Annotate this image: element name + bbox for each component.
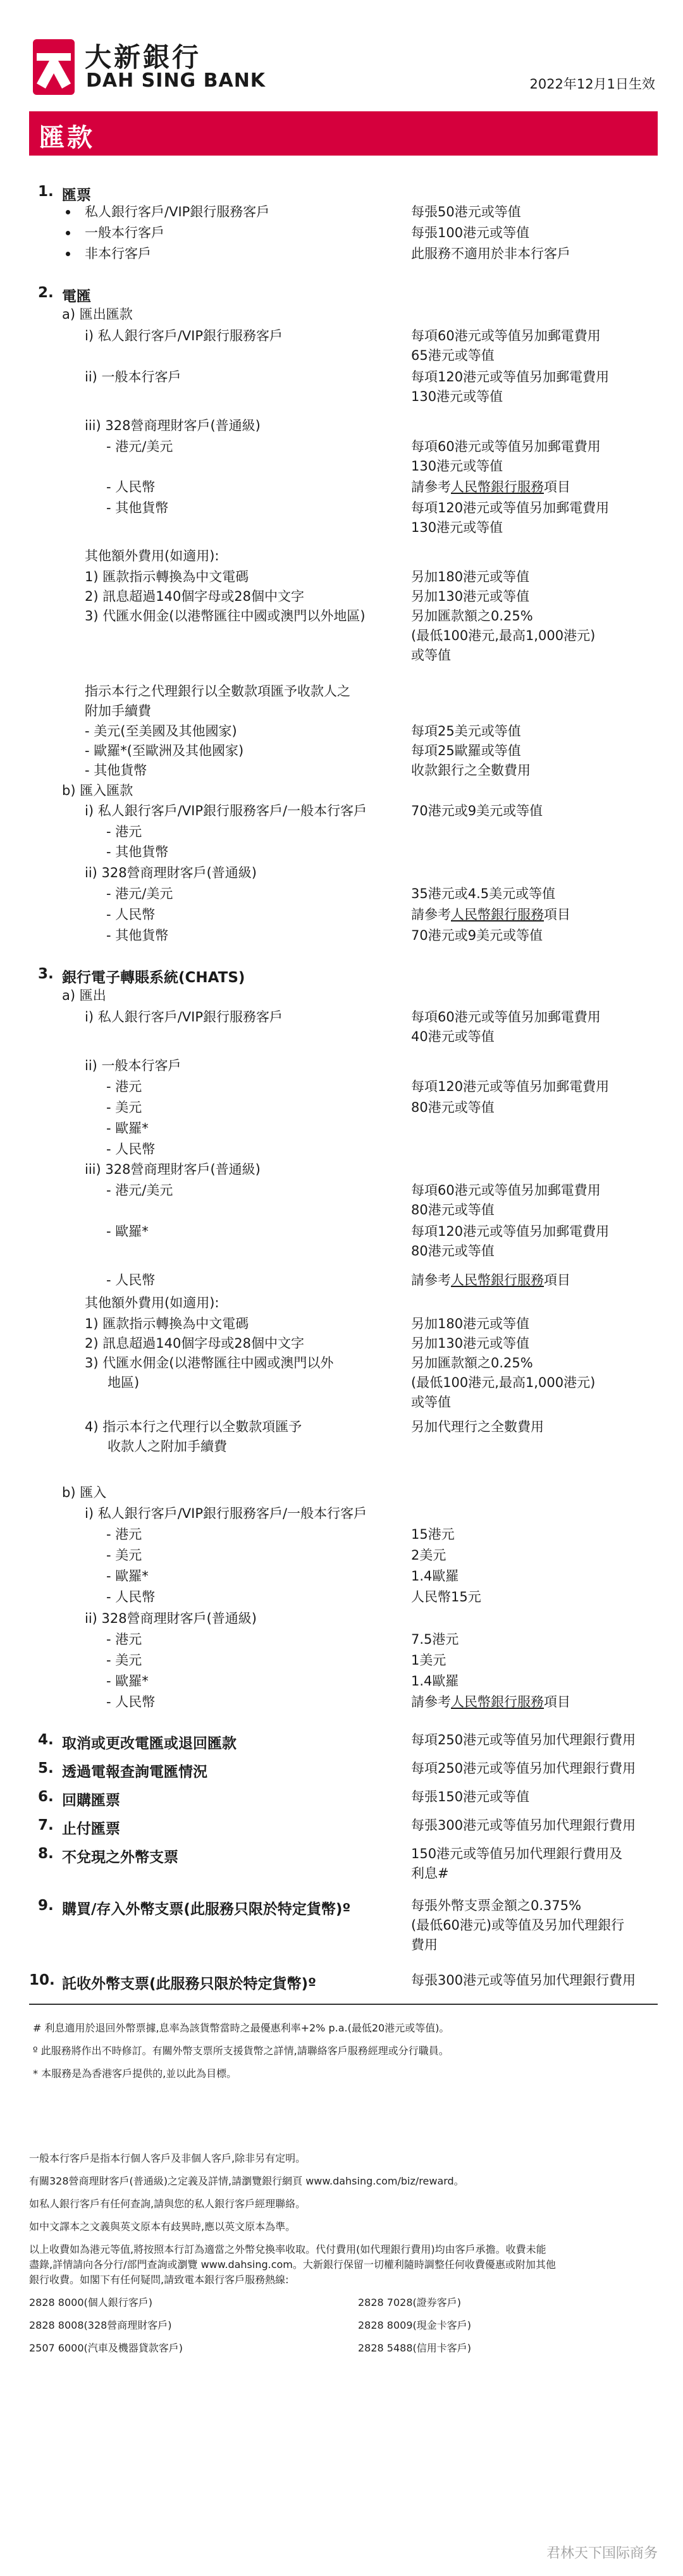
- fee-text: i) 私人銀行客戶/VIP銀行服務客戶: [85, 328, 283, 343]
- fee-text: 收款人之附加手續費: [108, 1439, 227, 1454]
- fee-text: 每項25歐羅或等值: [411, 743, 521, 758]
- fee-text: 每項250港元或等值另加代理銀行費用: [411, 1761, 636, 1776]
- bank-name-en: DAH SING BANK: [86, 70, 266, 92]
- fee-text: - 其他貨幣: [106, 500, 169, 515]
- footnote-text: 2507 6000(汽車及機器貸款客戶): [29, 2342, 183, 2354]
- footnote-text: 2828 8008(328營商理財客戶): [29, 2319, 172, 2331]
- fee-text: 每張300港元或等值另加代理銀行費用: [411, 1973, 636, 1988]
- fee-text: - 人民幣: [106, 1142, 156, 1157]
- fee-text: 指示本行之代理銀行以全數款項匯予收款人之: [85, 684, 350, 699]
- fee-text: - 港元: [106, 1079, 142, 1094]
- section-heading: 9.: [38, 1897, 54, 1914]
- fee-text: 3) 代匯水佣金(以港幣匯往中國或澳門以外: [85, 1355, 334, 1371]
- fee-text: 1) 匯款指示轉換為中文電碼: [85, 569, 249, 584]
- footnote-text: 2828 8000(個人銀行客戶): [29, 2296, 153, 2308]
- fee-text: (最低60港元)或等值及另加代理銀行: [411, 1918, 625, 1933]
- fee-text: - 其他貨幣: [85, 763, 147, 778]
- fee-text: 2) 訊息超過140個字母或28個中文字: [85, 589, 305, 604]
- fee-text: 每項60港元或等值另加郵電費用: [411, 328, 601, 343]
- fee-text: iii) 328營商理財客戶(普通級): [85, 418, 261, 433]
- section-heading: 8.: [38, 1846, 54, 1862]
- fee-text: 收款銀行之全數費用: [411, 763, 531, 778]
- fee-text: a) 匯出: [62, 988, 106, 1003]
- footnote-text: 有關328營商理財客戶(普通級)之定義及詳情,請瀏覽銀行網頁 www.dahsing.com/biz/reward。: [29, 2175, 464, 2187]
- fee-text: a) 匯出匯款: [62, 307, 133, 322]
- section-heading: 銀行電子轉賬系統(CHATS): [62, 970, 245, 986]
- footnote-text: º 此服務將作出不時修訂。有關外幣支票所支援貨幣之詳情,請聯絡客戶服務經理或分行職員。: [33, 2045, 449, 2057]
- fee-text: - 美元: [106, 1548, 142, 1563]
- fee-text: - 人民幣: [106, 1589, 156, 1605]
- fee-text: ii) 一般本行客戶: [85, 369, 182, 385]
- section-heading: 不兌現之外幣支票: [62, 1849, 178, 1866]
- fee-text: - 歐羅*: [106, 1568, 149, 1584]
- fee-text: ii) 一般本行客戶: [85, 1058, 182, 1073]
- fee-text: 1) 匯款指示轉換為中文電碼: [85, 1316, 249, 1331]
- section-heading: 託收外幣支票(此服務只限於特定貨幣)º: [62, 1976, 316, 1992]
- fee-text: 每項60港元或等值另加郵電費用: [411, 1009, 601, 1025]
- bullet-icon: [66, 252, 70, 256]
- bullet-icon: [66, 210, 70, 214]
- fee-text: - 歐羅*: [106, 1121, 149, 1136]
- footnote-text: 盡錄,詳情請向各分行/部門查詢或瀏覽 www.dahsing.com。大新銀行保留一切權利隨時調整任何收費優惠或附加其他: [29, 2259, 556, 2271]
- fee-text: 另加180港元或等值: [411, 569, 530, 584]
- section-heading: 6.: [38, 1789, 54, 1805]
- fee-text: 另加130港元或等值: [411, 1336, 530, 1351]
- fee-text: 每張50港元或等值: [411, 204, 521, 219]
- fee-text: 每項120港元或等值另加郵電費用: [411, 500, 610, 515]
- fee-text: 3) 代匯水佣金(以港幣匯往中國或澳門以外地區): [85, 608, 366, 624]
- fee-text: 人民幣15元: [411, 1589, 481, 1605]
- fee-text: 1.4歐羅: [411, 1568, 459, 1584]
- fee-text: - 人民幣: [106, 479, 156, 495]
- fee-text: - 美元: [106, 1653, 142, 1668]
- footnote-text: 如私人銀行客戶有任何查詢,請與您的私人銀行客戶經理聯絡。: [29, 2198, 306, 2210]
- fee-text: 2美元: [411, 1548, 446, 1563]
- fee-text: 費用: [411, 1937, 438, 1952]
- fee-text: i) 私人銀行客戶/VIP銀行服務客戶: [85, 1009, 283, 1025]
- fee-text: 70港元或9美元或等值: [411, 928, 543, 943]
- section-heading: 7.: [38, 1817, 54, 1833]
- section-heading: 取消或更改電匯或退回匯款: [62, 1735, 237, 1752]
- fee-text: 一般本行客戶: [85, 225, 164, 240]
- section-heading: 5.: [38, 1760, 54, 1777]
- fee-text: 其他額外費用(如適用):: [85, 1295, 219, 1310]
- fee-text: 130港元或等值: [411, 520, 503, 535]
- fee-text: iii) 328營商理財客戶(普通級): [85, 1162, 261, 1177]
- fee-text: i) 私人銀行客戶/VIP銀行服務客戶/一般本行客戶: [85, 1506, 367, 1521]
- fee-text: - 人民幣: [106, 907, 156, 922]
- rmb-service-link[interactable]: 人民幣銀行服務: [451, 1694, 544, 1710]
- fee-text: - 美元(至美國及其他國家): [85, 724, 237, 739]
- fee-text: 每張外幣支票金額之0.375%: [411, 1898, 582, 1913]
- section-heading: 4.: [38, 1732, 54, 1748]
- fee-text: - 歐羅*: [106, 1673, 149, 1689]
- footnote-text: 2828 5488(信用卡客戶): [358, 2342, 472, 2354]
- section-heading: 匯票: [62, 187, 91, 204]
- footnote-text: 一般本行客戶是指本行個人客戶及非個人客戶,除非另有定明。: [29, 2152, 306, 2164]
- bank-name-zh: 大新銀行: [85, 42, 202, 73]
- fee-text: 每張100港元或等值: [411, 225, 530, 240]
- watermark: 君林天下国际商务: [546, 2546, 658, 2561]
- footnote-text: 以上收費如為港元等值,將按照本行訂為適當之外幣兌換率收取。代付費用(如代理銀行費用)均由客戶承擔。收費未能: [29, 2243, 546, 2255]
- section-heading: 1.: [38, 183, 54, 200]
- fee-text: 每項25美元或等值: [411, 724, 521, 739]
- fee-text: 每項60港元或等值另加郵電費用: [411, 439, 601, 454]
- fee-text: - 其他貨幣: [106, 928, 169, 943]
- fee-text: 130港元或等值: [411, 389, 503, 404]
- rmb-service-link[interactable]: 人民幣銀行服務: [451, 907, 544, 922]
- section-heading: 10.: [29, 1972, 55, 1988]
- fee-text: 或等值: [411, 648, 451, 663]
- footnote-text: 2828 8009(現金卡客戶): [358, 2319, 472, 2331]
- fee-text: 另加代理行之全數費用: [411, 1419, 544, 1434]
- fee-text: - 港元/美元: [106, 1183, 173, 1198]
- fee-text: 另加130港元或等值: [411, 589, 530, 604]
- fee-text: 1.4歐羅: [411, 1673, 459, 1689]
- rmb-service-link[interactable]: 人民幣銀行服務: [451, 479, 544, 495]
- fee-text: (最低100港元,最高1,000港元): [411, 628, 596, 643]
- fee-text: 每項120港元或等值另加郵電費用: [411, 1079, 610, 1094]
- footnote-text: # 利息適用於退回外幣票據,息率為該貨幣當時之最優惠利率+2% p.a.(最低20港元或等值)。: [33, 2022, 450, 2034]
- dah-sing-logo: [33, 39, 75, 95]
- title-bar: [29, 111, 658, 156]
- footnote-text: 銀行收費。如閣下有任何疑問,請致電本銀行客戶服務熱線:: [29, 2274, 289, 2286]
- fee-text: 130港元或等值: [411, 459, 503, 474]
- fee-text: 利息#: [411, 1866, 449, 1881]
- fee-text: 65港元或等值: [411, 348, 495, 363]
- fee-text: 私人銀行客戶/VIP銀行服務客戶: [85, 204, 270, 219]
- section-heading: 電匯: [62, 288, 91, 305]
- fee-text: - 人民幣: [106, 1273, 156, 1288]
- fee-text: (最低100港元,最高1,000港元): [411, 1375, 596, 1390]
- fee-text: 150港元或等值另加代理銀行費用及: [411, 1846, 623, 1861]
- page-title: 匯款: [39, 123, 95, 152]
- fee-text: 每張300港元或等值另加代理銀行費用: [411, 1818, 636, 1833]
- fee-text: 或等值: [411, 1395, 451, 1410]
- footnote-text: * 本服務是為香港客戶提供的,並以此為目標。: [33, 2068, 237, 2080]
- fee-text: 7.5港元: [411, 1632, 459, 1647]
- fee-text: 另加匯款額之0.25%: [411, 1355, 533, 1371]
- fee-text: 40港元或等值: [411, 1029, 495, 1044]
- fee-text: - 美元: [106, 1100, 142, 1115]
- fee-text: - 港元: [106, 1527, 142, 1542]
- fee-text: 每項120港元或等值另加郵電費用: [411, 1224, 610, 1239]
- fee-text: 35港元或4.5美元或等值: [411, 886, 556, 901]
- rmb-service-link[interactable]: 人民幣銀行服務: [451, 1273, 544, 1288]
- fee-text: 另加180港元或等值: [411, 1316, 530, 1331]
- section-heading: 購買/存入外幣支票(此服務只限於特定貨幣)º: [62, 1901, 351, 1918]
- fee-text: 15港元: [411, 1527, 455, 1542]
- fee-text: - 港元/美元: [106, 886, 173, 901]
- fee-text: 4) 指示本行之代理行以全數款項匯予: [85, 1419, 302, 1434]
- fee-text: 其他額外費用(如適用):: [85, 548, 219, 564]
- fee-text: - 其他貨幣: [106, 844, 169, 860]
- fee-text: - 歐羅*: [106, 1224, 149, 1239]
- section-heading: 回購匯票: [62, 1792, 120, 1809]
- fee-text: 請參考人民幣銀行服務項目: [411, 907, 570, 922]
- fee-text: 請參考人民幣銀行服務項目: [411, 1694, 570, 1710]
- fee-text: 每項250港元或等值另加代理銀行費用: [411, 1732, 636, 1747]
- fee-text: b) 匯入匯款: [62, 783, 133, 798]
- fee-text: 80港元或等值: [411, 1243, 495, 1259]
- bullet-icon: [66, 231, 70, 235]
- fee-text: 非本行客戶: [85, 246, 151, 261]
- divider: [29, 2004, 658, 2005]
- fee-text: 此服務不適用於非本行客戶: [411, 246, 570, 261]
- section-heading: 透過電報查詢電匯情況: [62, 1764, 207, 1780]
- fee-text: 附加手續費: [85, 703, 151, 718]
- section-heading: 3.: [38, 966, 54, 982]
- fee-text: 1美元: [411, 1653, 446, 1668]
- fee-text: 2) 訊息超過140個字母或28個中文字: [85, 1336, 305, 1351]
- fee-text: - 港元: [106, 824, 142, 839]
- footnote-text: 2828 7028(證券客戶): [358, 2296, 462, 2308]
- fee-text: 70港元或9美元或等值: [411, 803, 543, 818]
- fee-text: 每張150港元或等值: [411, 1789, 530, 1804]
- fee-text: 80港元或等值: [411, 1100, 495, 1115]
- fee-text: 另加匯款額之0.25%: [411, 608, 533, 624]
- section-heading: 止付匯票: [62, 1821, 120, 1837]
- fee-text: - 人民幣: [106, 1694, 156, 1710]
- fee-text: - 歐羅*(至歐洲及其他國家): [85, 743, 244, 758]
- fee-text: ii) 328營商理財客戶(普通級): [85, 1611, 257, 1626]
- fee-text: 80港元或等值: [411, 1202, 495, 1217]
- section-heading: 2.: [38, 285, 54, 301]
- fee-text: b) 匯入: [62, 1485, 107, 1500]
- footnote-text: 如中文譯本之文義與英文原本有歧異時,應以英文原本為準。: [29, 2221, 296, 2233]
- fee-text: 每項120港元或等值另加郵電費用: [411, 369, 610, 385]
- fee-text: - 港元: [106, 1632, 142, 1647]
- fee-text: - 港元/美元: [106, 439, 173, 454]
- fee-text: 請參考人民幣銀行服務項目: [411, 1273, 570, 1288]
- fee-text: i) 私人銀行客戶/VIP銀行服務客戶/一般本行客戶: [85, 803, 367, 818]
- effective-date: 2022年12月1日生效: [529, 77, 655, 92]
- fee-text: 請參考人民幣銀行服務項目: [411, 479, 570, 495]
- fee-text: 每項60港元或等值另加郵電費用: [411, 1183, 601, 1198]
- fee-text: 地區): [108, 1375, 140, 1390]
- fee-text: ii) 328營商理財客戶(普通級): [85, 865, 257, 880]
